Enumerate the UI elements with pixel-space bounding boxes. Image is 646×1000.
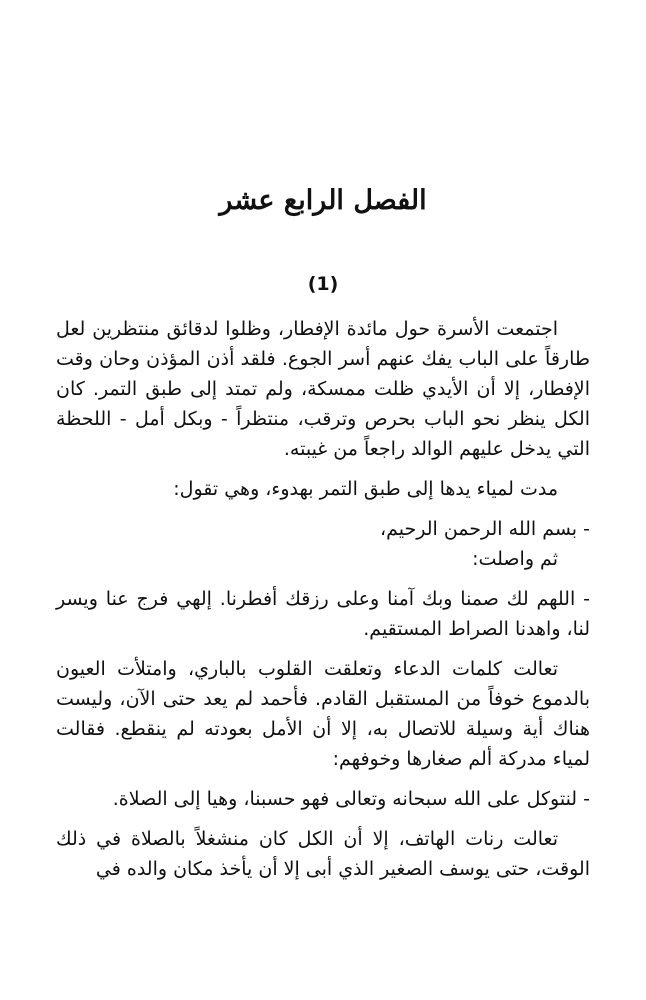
- paragraph: مدت لمياء يدها إلى طبق التمر بهدوء، وهي تقول:: [173, 478, 558, 500]
- paragraph: تعالت رنات الهاتف، إلا أن الكل كان منشغلاً بالصلاة في ذلك الوقت، حتى يوسف الصغير الذي أبى إلا أن يأخذ مكان والده في: [56, 828, 590, 880]
- dialog-line: - بسم الله الرحمن الرحيم،: [380, 518, 590, 540]
- section-number: (1): [307, 273, 339, 295]
- paragraph: ثم واصلت:: [472, 548, 558, 570]
- paragraph: تعالت كلمات الدعاء وتعلقت القلوب بالباري، وامتلأت العيون بالدموع خوفاً من المستقبل القادم. فأحمد لم يعد حتى الآن، وليست هناك أية وسيلة للاتصال به، إلا أن الأمل بعودته لم ينقطع. فقالت لمياء مدركة ألم صغارها وخوفهم:: [56, 658, 590, 770]
- chapter-title: الفصل الرابع عشر: [219, 185, 427, 216]
- chapter-body: [56, 314, 590, 884]
- dialog-line: - اللهم لك صمنا وبك آمنا وعلى رزقك أفطرنا. إلهي فرج عنا ويسر لنا، واهدنا الصراط المستقيم.: [56, 588, 590, 640]
- dialog-line: - لنتوكل على الله سبحانه وتعالى فهو حسبنا، وهيا إلى الصلاة.: [112, 788, 590, 810]
- paragraph: اجتمعت الأسرة حول مائدة الإفطار، وظلوا لدقائق منتظرين لعل طارقاً على الباب يفك عنهم أسر الجوع. فلقد أذن المؤذن وحان وقت الإفطار، إلا أن الأيدي ظلت ممسكة، ولم تمتد إلى طبق التمر. كان الكل ينظر نحو الباب بحرص وترقب، منتظراً - وبكل أمل - اللحظة التي يدخل عليهم الوالد راجعاً من غيبته.: [56, 318, 590, 460]
